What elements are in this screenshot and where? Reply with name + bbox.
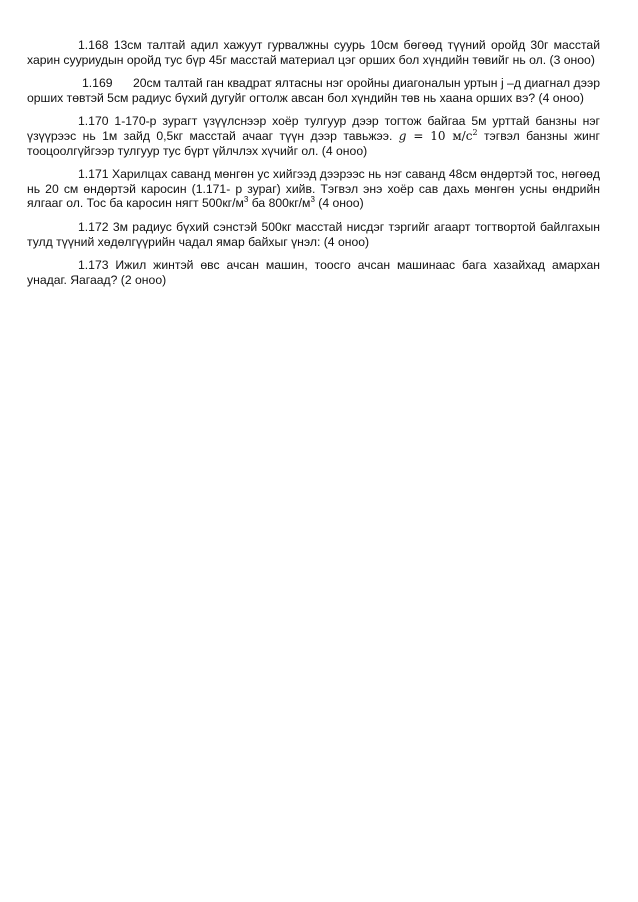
problem-text: 1-170-р зурагт үзүүлснээр хоёр тулгуур дээр тогтож байгаа 5м урттай банзны нэг үзүүрээс нь 1м зайд 0,5кг масстай ачааг түүн дээр тавьжээ.	[27, 114, 601, 143]
problem-1-170	[27, 114, 600, 158]
problem-1-173	[27, 258, 600, 287]
formula-unit: м/с	[452, 128, 473, 143]
formula-value: = 10	[413, 128, 446, 143]
problem-number: 1.168	[78, 38, 109, 52]
problem-text: 20см талтай ган квадрат ялтасны нэг оройны диагоналын уртын ј –д диагнал дээр орших төвтэй 5см радиус бүхий дугуйг огтолж авсан бол хүндийн төв нь хаана орших вэ? (4 оноо)	[27, 76, 600, 105]
problem-text-end: (4 оноо)	[314, 196, 364, 211]
gravity-formula	[399, 129, 478, 143]
problem-1-168	[27, 38, 600, 67]
problem-text: 3м радиус бүхий сэнстэй 500кг масстай нисдэг тэргийг агаарт тогтвортой байлгахын тулд түүний хөдөлгүүрийн чадал ямар байхыг үнэл: (4 оноо)	[27, 219, 600, 249]
document-page	[27, 38, 600, 296]
problem-number: 1.171	[78, 167, 109, 182]
problem-number: 1.169	[82, 76, 113, 91]
problem-number: 1.172	[78, 219, 109, 234]
problem-number: 1.173	[78, 258, 109, 273]
problem-text-mid: ба 800кг/м	[248, 196, 311, 211]
problem-text: Ижил жинтэй өвс ачсан машин, тоосго ачсан машинаас бага хазайхад амархан унадаг. Яагаад? (2 оноо)	[27, 258, 600, 287]
problem-1-171	[27, 167, 600, 211]
problem-text-continued: тэгвэл банзны жинг тооцоолгүйгээр тулгуур тус бүрт үйлчлэх хүчийг ол. (4 оноо)	[27, 128, 600, 158]
problem-text: Харилцах саванд мөнгөн ус хийгээд дээрээс нь нэг саванд 48см өндөртэй тос, нөгөөд нь 20 см өндөртэй каросин (1.171- р зураг) хийв. Тэгвэл энэ хоёр сав дахь мөнгөн усны өндрийн ялгааг ол. Тос ба каросин нягт 500кг/м	[27, 167, 601, 211]
problem-number: 1.170	[78, 114, 109, 129]
problem-1-169	[27, 76, 600, 105]
formula-variable: g	[398, 128, 407, 143]
superscript-exponent: 3	[310, 195, 315, 205]
problem-text: 13см талтай адил хажуут гурвалжны суурь 10см бөгөөд түүний оройд 30г масстай харин сууриудын оройд тус бүр 45г масстай материал цэг орших бол хүндийн төвийг нь ол. (3 оноо)	[27, 38, 600, 67]
problem-1-172	[27, 220, 600, 249]
formula-exponent: 2	[472, 127, 478, 137]
superscript-exponent: 3	[243, 195, 249, 205]
